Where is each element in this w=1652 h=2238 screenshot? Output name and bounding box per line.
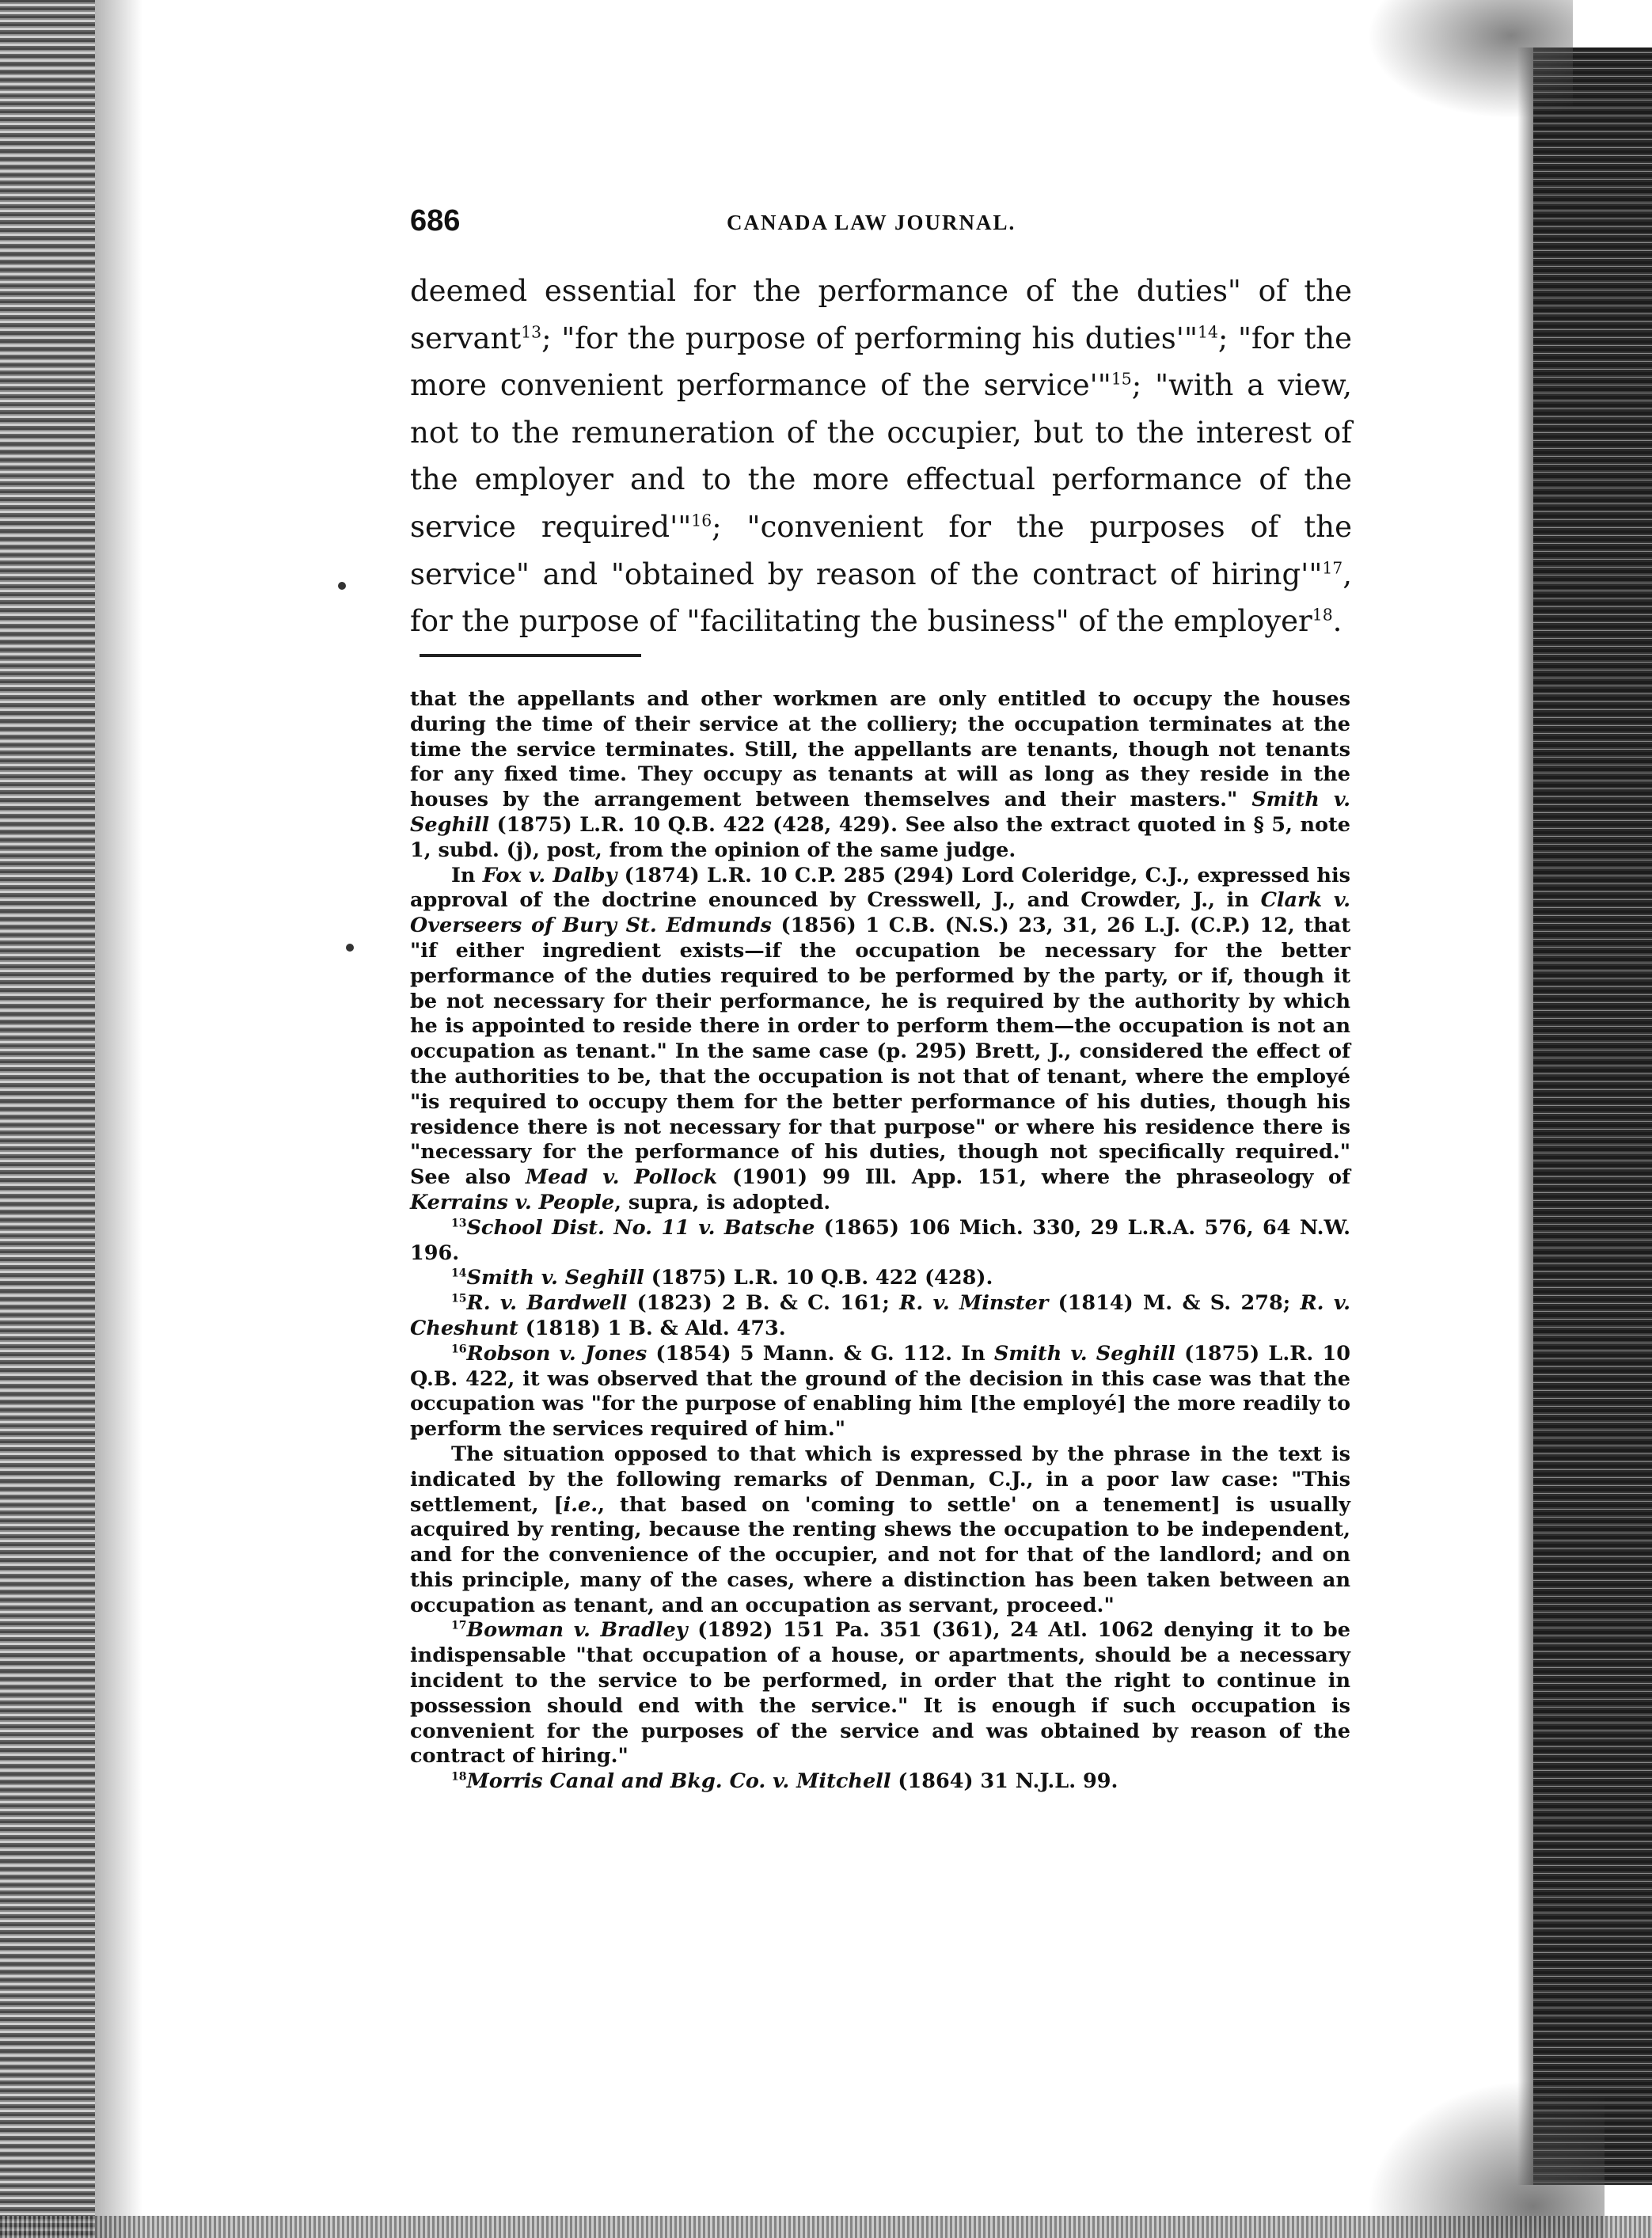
footnote-17: $^{17}$Bowman v. Bradley (1892) 151 Pa. 351 (361), 24 Atl. 1062 denying it to be indispensable "that occupation of a house, or apartments, should be a necessary incident to the service to be performed, in order that the right to continue in possession should end with the service." It is enough if such occupation is convenient for the purposes of the service and was obtained by reason of the contract of hiring." — [410, 1618, 1350, 1769]
footnote-ref: 14 — [1198, 322, 1218, 342]
footnote-16-continued: The situation opposed to that which is expressed by the phrase in the text is indicated by the following remarks of Denman, C.J., in a poor law case: "This settlement, [i.e., that based on 'coming to settle' on a tenement] is usually acquired by renting, because the renting shews the occupation to be independent, and for the convenience of the occupier, and not for that of the landlord; and on this principle, many of the cases, where a distinction has been taken between an occupation as tenant, and an occupation as servant, proceed." — [410, 1442, 1350, 1617]
margin-speck — [346, 944, 354, 952]
margin-speck — [338, 582, 346, 590]
main-text — [410, 268, 1352, 645]
left-binding-shadow — [0, 0, 95, 2238]
page-number: 686 — [410, 204, 461, 237]
bottom-right-scan-noise — [1367, 2080, 1605, 2238]
footnote-paragraph: In Fox v. Dalby (1874) L.R. 10 C.P. 285 (294) Lord Coleridge, C.J., expressed his approval of the doctrine enounced by Cresswell, J., and Crowder, J., in Clark v. Overseers of Bury St. Edmunds (1856) 1 C.B. (N.S.) 23, 31, 26 L.J. (C.P.) 12, that "if either ingredient exists—if the occupation be necessary for the better performance of the duties required to be performed by the party, or if, though it be not necessary for their performance, he is required by the authority by which he is appointed to reside there in order to perform them—the occupation is not an occupation as tenant." In the same case (p. 295) Brett, J., considered the effect of the authorities to be, that the occupation is not that of tenant, where the employé "is required to occupy them for the better performance of his duties, though his residence there is not necessary for that purpose" or where his residence there is "necessary for the performance of his duties, though not specifically required." See also Mead v. Pollock (1901) 99 Ill. App. 151, where the phraseology of Kerrains v. People, supra, is adopted. — [410, 863, 1351, 1214]
top-right-scan-noise — [1367, 0, 1573, 119]
text-run: ; "with a view, not to the remuneration of the occupier, but to the interest of the employer and to the more effectual performance of the service required'" — [410, 368, 1352, 544]
text-run: deemed essential for the performance of the duties" of the servant — [410, 274, 1352, 355]
bottom-scan-edge — [0, 2216, 1652, 2238]
right-page-edge — [1533, 47, 1652, 2185]
footnote-ref: 13 — [521, 322, 542, 342]
page-header — [410, 204, 1360, 244]
text-run: . — [1332, 604, 1342, 639]
footnote-ref: 16 — [691, 511, 712, 530]
running-title: CANADA LAW JOURNAL. — [727, 211, 1016, 234]
footnote-15: $^{15}$R. v. Bardwell (1823) 2 B. & C. 161; R. v. Minster (1814) M. & S. 278; R. v. Cheshunt (1818) 1 B. & Ald. 473. — [410, 1291, 1350, 1340]
footnote-16: $^{16}$Robson v. Jones (1854) 5 Mann. & G. 112. In Smith v. Seghill (1875) L.R. 10 Q.B. 422, it was observed that the ground of the decision in this case was that the occupation was "for the purpose of enabling him [the employé] the more readily to perform the services required of him." — [410, 1341, 1351, 1442]
footnote-separator — [420, 654, 641, 657]
footnote-13: $^{13}$School Dist. No. 11 v. Batsche (1865) 106 Mich. 330, 29 L.R.A. 576, 64 N.W. 196. — [410, 1215, 1351, 1265]
footnote-ref: 18 — [1312, 605, 1333, 625]
text-run: ; "for the purpose of performing his duties'" — [541, 321, 1198, 355]
text-run: ; "convenient for the purposes of the service" and "obtained by reason of the contract of hiring'" — [410, 509, 1353, 591]
footnote-ref: 17 — [1322, 558, 1343, 578]
footnotes — [410, 687, 1350, 1795]
right-edge-shadow — [1517, 47, 1533, 2185]
text-run: ; "for the more convenient performance of the service'" — [410, 321, 1353, 403]
text-run: , for the purpose of "facilitating the business" of the employer — [410, 557, 1352, 639]
footnote-14: $^{14}$Smith v. Seghill (1875) L.R. 10 Q.B. 422 (428). — [451, 1266, 993, 1290]
left-edge-fade — [95, 0, 142, 2238]
footnote-18: $^{18}$Morris Canal and Bkg. Co. v. Mitchell (1864) 31 N.J.L. 99. — [451, 1769, 1118, 1794]
footnote-ref: 15 — [1111, 369, 1132, 389]
footnote-continuation: that the appellants and other workmen are only entitled to occupy the houses during the time of their service at the colliery; the occupation terminates at the time the service terminates. Still, the appellants are tenants, though not tenants for any fixed time. They occupy as tenants at will as long as they reside in the houses by the arrangement between themselves and their masters." Smith v. Seghill (1875) L.R. 10 Q.B. 422 (428, 429). See also the extract quoted in § 5, note 1, subd. (j), post, from the opinion of the same judge. — [410, 687, 1350, 862]
